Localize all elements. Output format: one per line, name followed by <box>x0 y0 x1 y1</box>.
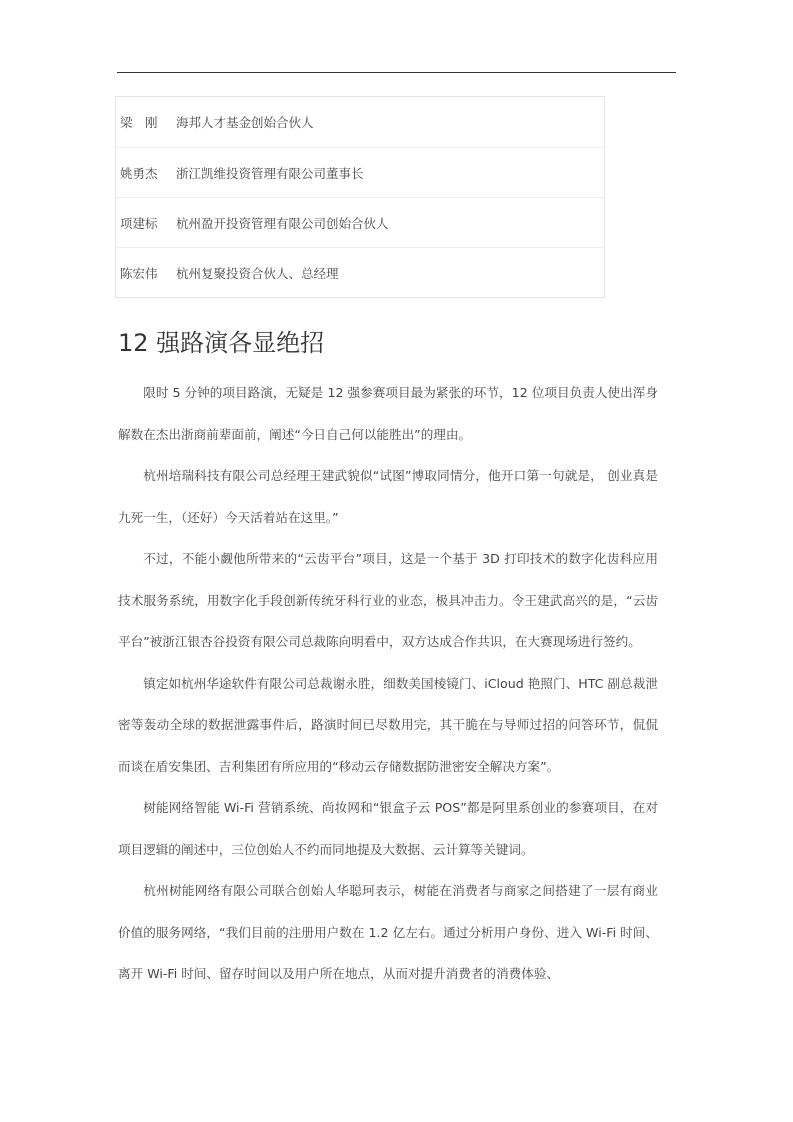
person-name: 梁 刚 <box>120 115 158 130</box>
paragraph: 杭州培瑞科技有限公司总经理王建武貌似“试图”博取同情分，他开口第一句就是， 创业真是九死一生，（还好）今天活着站在这里。” <box>118 468 658 525</box>
paragraph: 不过，不能小觑他所带来的“云齿平台”项目，这是一个基于 3D 打印技术的数字化齿科应用技术服务系统，用数字化手段创新传统牙科行业的业态，极具冲击力。令王建武高兴的是，“云齿平台”被浙江银杏谷投资有限公司总裁陈向明看中，双方达成合作共识，在大赛现场进行签约。 <box>118 551 658 649</box>
person-title: 海邦人才基金创始合伙人 <box>176 115 314 130</box>
paragraph: 树能网络智能 Wi-Fi 营销系统、尚妆网和“银盒子云 POS”都是阿里系创业的参赛项目，在对项目逻辑的阐述中，三位创始人不约而同地提及大数据、云计算等关键词。 <box>118 800 658 857</box>
person-title: 杭州复聚投资合伙人、总经理 <box>176 265 339 281</box>
person-title: 浙江凯维投资管理有限公司董事长 <box>176 165 364 181</box>
person-title: 杭州盈开投资管理有限公司创始合伙人 <box>176 215 389 231</box>
person-name: 姚勇杰 <box>120 165 158 181</box>
paragraph: 镇定如杭州华途软件有限公司总裁谢永胜，细数美国棱镜门、iCloud 艳照门、HTC 副总裁泄密等轰动全球的数据泄露事件后，路演时间已尽数用完，其干脆在与导师过招的问答环节，侃侃而谈在盾安集团、吉利集团有所应用的“移动云存储数据防泄密安全解决方案”。 <box>118 675 658 774</box>
table-row <box>116 97 604 147</box>
person-name: 项建标 <box>120 215 158 231</box>
header-rule <box>117 72 676 73</box>
paragraph: 杭州树能网络有限公司联合创始人华聪珂表示，树能在消费者与商家之间搭建了一层有商业价值的服务网络，“我们目前的注册用户数在 1.2 亿左右。通过分析用户身份、进入 Wi-Fi 时间、离开 Wi-Fi 时间、留存时间以及用户所在地点，从而对提升消费者的消费体验、 <box>118 883 658 981</box>
section-heading: 12 强路演各显绝招 <box>118 329 325 357</box>
table-row <box>116 147 604 197</box>
investor-table <box>115 96 605 298</box>
table-row <box>116 247 604 297</box>
article-body <box>118 372 658 995</box>
paragraph: 限时 5 分钟的项目路演，无疑是 12 强参赛项目最为紧张的环节，12 位项目负责人使出浑身解数在杰出浙商前辈面前，阐述“今日自己何以能胜出”的理由。 <box>118 385 658 442</box>
table-row <box>116 197 604 247</box>
person-name: 陈宏伟 <box>120 265 158 281</box>
